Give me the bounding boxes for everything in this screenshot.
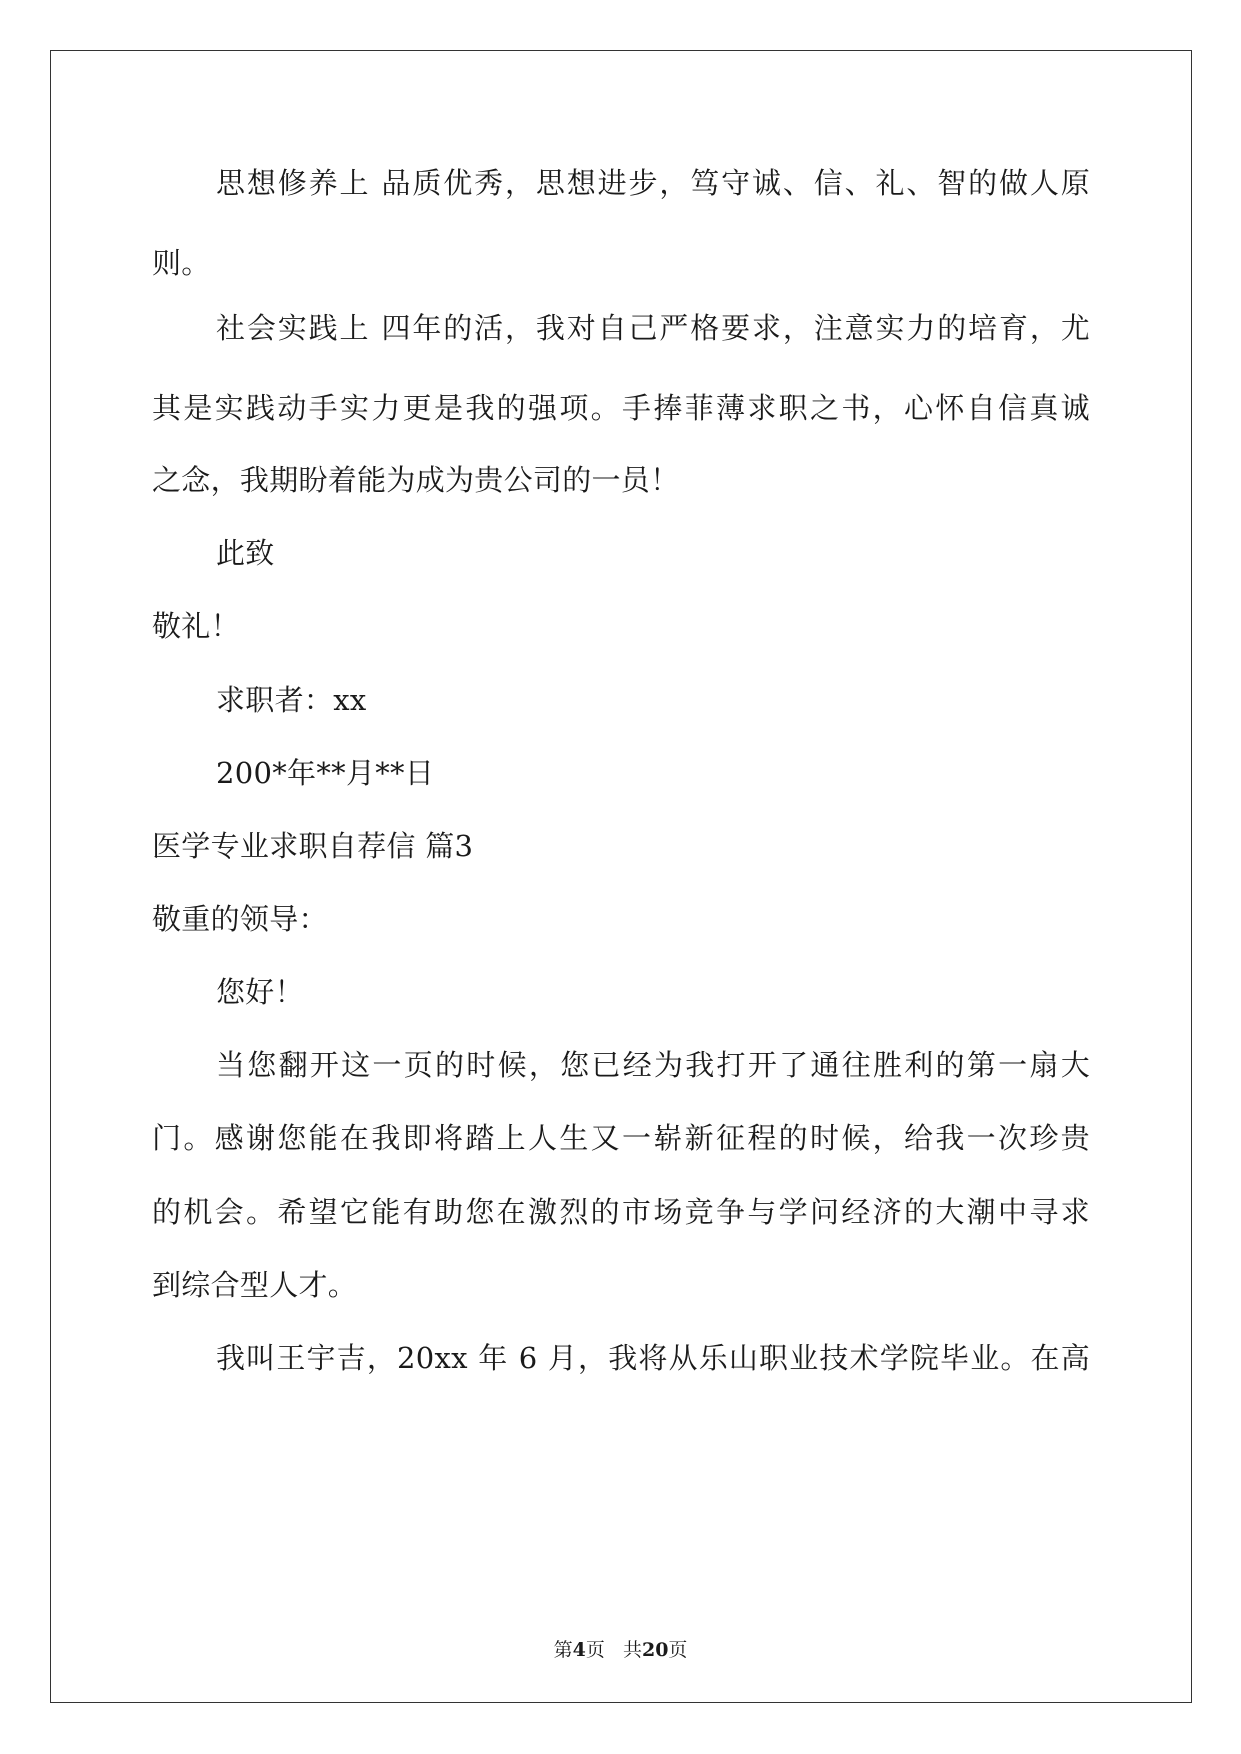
paragraph-line: 的机会。希望它能有助您在激烈的市场竞争与学问经济的大潮中寻求 [152, 1195, 1090, 1229]
paragraph-line: 门。感谢您能在我即将踏上人生又一崭新征程的时候，给我一次珍贵 [152, 1121, 1090, 1155]
footer-current-page: 4 [572, 1639, 586, 1661]
applicant-signature: 求职者：xx [216, 683, 367, 717]
paragraph-line: 其是实践动手实力更是我的强项。手捧菲薄求职之书，心怀自信真诚 [152, 391, 1090, 425]
page-border [50, 50, 1192, 1703]
paragraph-line: 之念，我期盼着能为成为贵公司的一员！ [152, 463, 680, 497]
paragraph-line: 到综合型人才。 [152, 1268, 358, 1302]
section-heading: 医学专业求职自荐信 篇3 [152, 829, 474, 863]
footer-total-prefix: 共 [622, 1639, 642, 1661]
page-footer [0, 1638, 1241, 1662]
paragraph-line: 我叫王宇吉，20xx 年 6 月，我将从乐山职业技术学院毕业。在高 [216, 1341, 1090, 1375]
letter-date: 200*年**月**日 [216, 756, 435, 790]
letter-greeting: 敬重的领导： [152, 902, 328, 936]
footer-total-suffix: 页 [668, 1639, 688, 1661]
footer-total-pages: 20 [641, 1639, 669, 1661]
paragraph-line: 思想修养上 品质优秀，思想进步，笃守诚、信、礼、智的做人原 [216, 166, 1090, 200]
paragraph-line: 社会实践上 四年的活，我对自己严格要求，注意实力的培育，尤 [216, 311, 1090, 345]
footer-page-word: 页 [585, 1639, 605, 1661]
paragraph-line: 当您翻开这一页的时候，您已经为我打开了通往胜利的第一扇大 [216, 1048, 1090, 1082]
paragraph-line: 则。 [152, 246, 211, 280]
salutation-closing: 此致 [216, 536, 275, 570]
footer-prefix: 第 [553, 1639, 573, 1661]
salutation-regards: 敬礼！ [152, 609, 240, 643]
greeting-hello: 您好！ [216, 975, 304, 1009]
